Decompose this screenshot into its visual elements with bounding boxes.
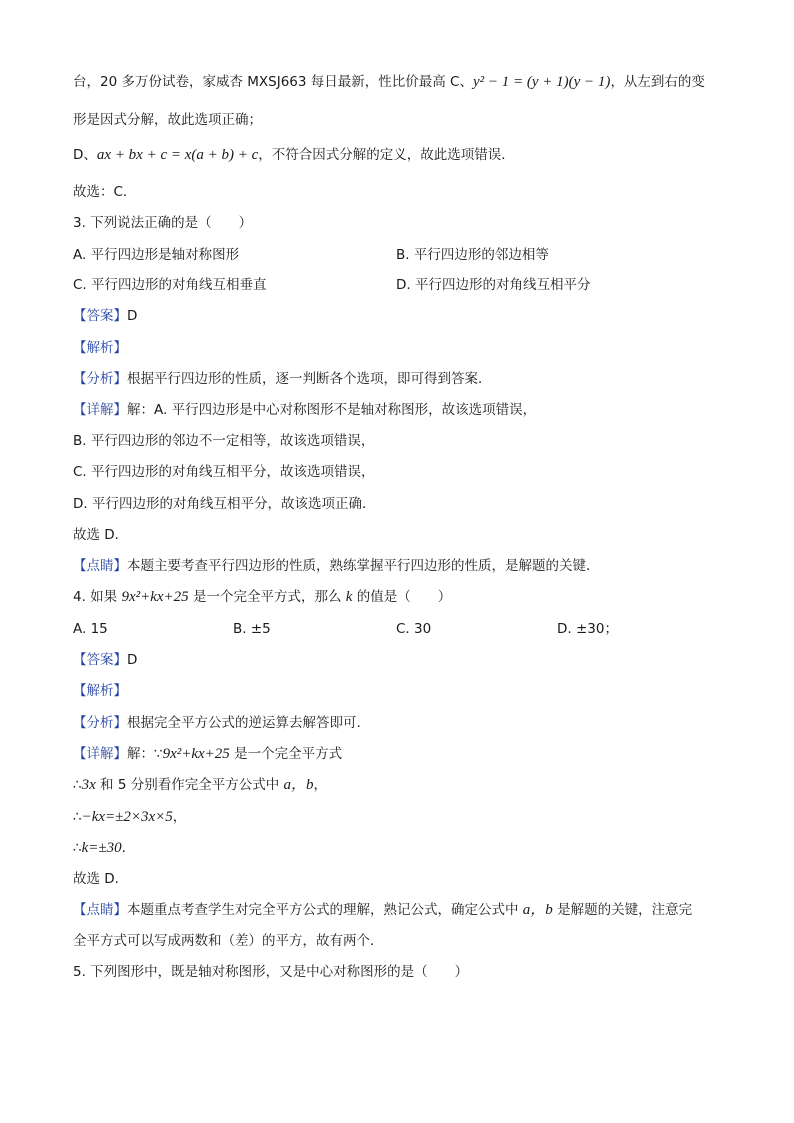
question-5-stem: 5. 下列图形中，既是轴对称图形，又是中心对称图形的是（ ） <box>73 964 469 980</box>
question-4-fenxi <box>73 713 361 733</box>
text-line <box>73 72 705 92</box>
formula: ax + bx + c = x(a + b) + c <box>96 147 259 163</box>
text: 台，20 多万份试卷，家威杏 MXSJ663 每日最新，性比价最高 C、 <box>73 74 473 90</box>
text: D、 <box>73 147 97 163</box>
text: 根据完全平方公式的逆运算去解答即可. <box>127 715 361 731</box>
xiangjie-tag: 【详解】 <box>73 746 127 762</box>
question-3-option-a: A. 平行四边形是轴对称图形 <box>73 247 240 263</box>
text-line: 全平方式可以写成两数和（差）的平方，故有两个． <box>73 933 384 949</box>
question-4-option-a: A. 15 <box>73 621 108 637</box>
question-4-option-c: C. 30 <box>396 621 432 637</box>
text: 本题主要考查平行四边形的性质，熟练掌握平行四边形的性质，是解题的关键． <box>127 558 600 574</box>
xiangjie-tag: 【详解】 <box>73 402 127 418</box>
question-4-answer <box>73 650 137 670</box>
text-line <box>73 838 135 858</box>
fenxi-tag: 【分析】 <box>73 371 127 387</box>
text: 故选：C． <box>73 184 137 200</box>
question-3-dianjing <box>73 556 600 576</box>
text: ∴ <box>73 840 82 856</box>
text: 是一个完全平方式，那么 <box>188 589 346 605</box>
question-4-dianjing <box>73 900 692 920</box>
question-4-option-b: B. ±5 <box>233 621 271 637</box>
question-4-jiexi <box>73 681 127 701</box>
text: 和 5 分别看作完全平方公式中 <box>95 777 284 793</box>
formula: k <box>345 589 353 605</box>
text: 是一个完全平方式 <box>229 746 343 762</box>
formula: −kx=±2×3x×5 <box>81 809 173 825</box>
fenxi-tag: 【分析】 <box>73 715 127 731</box>
text: 解：∵ <box>127 746 163 762</box>
text: ，不符合因式分解的定义，故此选项错误． <box>258 147 515 163</box>
formula: y² − 1 = (y + 1)(y − 1) <box>472 74 611 90</box>
text-line: C. 平行四边形的对角线互相平分，故该选项错误， <box>73 464 375 480</box>
dianjing-tag: 【点睛】 <box>73 558 127 574</box>
answer-tag: 【答案】 <box>73 308 127 324</box>
answer-value: D <box>127 652 138 668</box>
text-line <box>73 775 327 795</box>
text: 本题重点考查学生对完全平方公式的理解，熟记公式，确定公式中 <box>127 902 523 918</box>
formula: 9x²+kx+25 <box>162 746 230 762</box>
question-3-xiangjie <box>73 400 536 420</box>
text: 根据平行四边形的性质，逐一判断各个选项，即可得到答案． <box>127 371 492 387</box>
answer-value: D <box>127 308 138 324</box>
text-line: 故选 D． <box>73 527 129 543</box>
text: ， <box>313 777 328 793</box>
text: ． <box>121 840 136 856</box>
question-4-stem <box>73 587 451 607</box>
text-line: 故选 D. <box>73 871 119 887</box>
formula: 9x²+kx+25 <box>121 589 189 605</box>
question-3-option-d: D. 平行四边形的对角线互相平分 <box>396 277 591 293</box>
text-line: D. 平行四边形的对角线互相平分，故该选项正确． <box>73 496 376 512</box>
question-3-jiexi <box>73 338 127 358</box>
analysis-tag: 【解析】 <box>73 340 127 356</box>
analysis-tag: 【解析】 <box>73 683 127 699</box>
question-3-fenxi <box>73 369 492 389</box>
text-line <box>73 182 136 202</box>
formula: a，b <box>522 902 553 918</box>
dianjing-tag: 【点睛】 <box>73 902 127 918</box>
text: 解：A. 平行四边形是中心对称图形不是轴对称图形，故该选项错误， <box>127 402 537 418</box>
formula: k=±30 <box>81 840 122 856</box>
question-3-stem <box>73 213 252 233</box>
formula: a，b <box>283 777 314 793</box>
text: 是解题的关键，注意完 <box>552 902 693 918</box>
text: 4. 如果 <box>73 589 122 605</box>
question-3-option-b: B. 平行四边形的邻边相等 <box>396 247 549 263</box>
text: 3. 下列说法正确的是（ ） <box>73 215 253 231</box>
text: ∴ <box>73 809 82 825</box>
text-line: B. 平行四边形的邻边不一定相等，故该选项错误， <box>73 433 375 449</box>
text: ，从左到右的变 <box>610 74 705 90</box>
text: ， <box>172 809 187 825</box>
question-3-answer <box>73 306 137 326</box>
question-4-xiangjie <box>73 744 342 764</box>
text-line <box>73 145 515 165</box>
text: ∴ <box>73 777 82 793</box>
text: 的值是（ ） <box>352 589 452 605</box>
question-4-option-d: D. ±30； <box>557 621 618 637</box>
text-line <box>73 110 262 130</box>
text: 形是因式分解，故此选项正确； <box>73 112 262 128</box>
formula: 3x <box>81 777 96 793</box>
text-line <box>73 807 186 827</box>
question-3-option-c: C. 平行四边形的对角线互相垂直 <box>73 277 267 293</box>
answer-tag: 【答案】 <box>73 652 127 668</box>
